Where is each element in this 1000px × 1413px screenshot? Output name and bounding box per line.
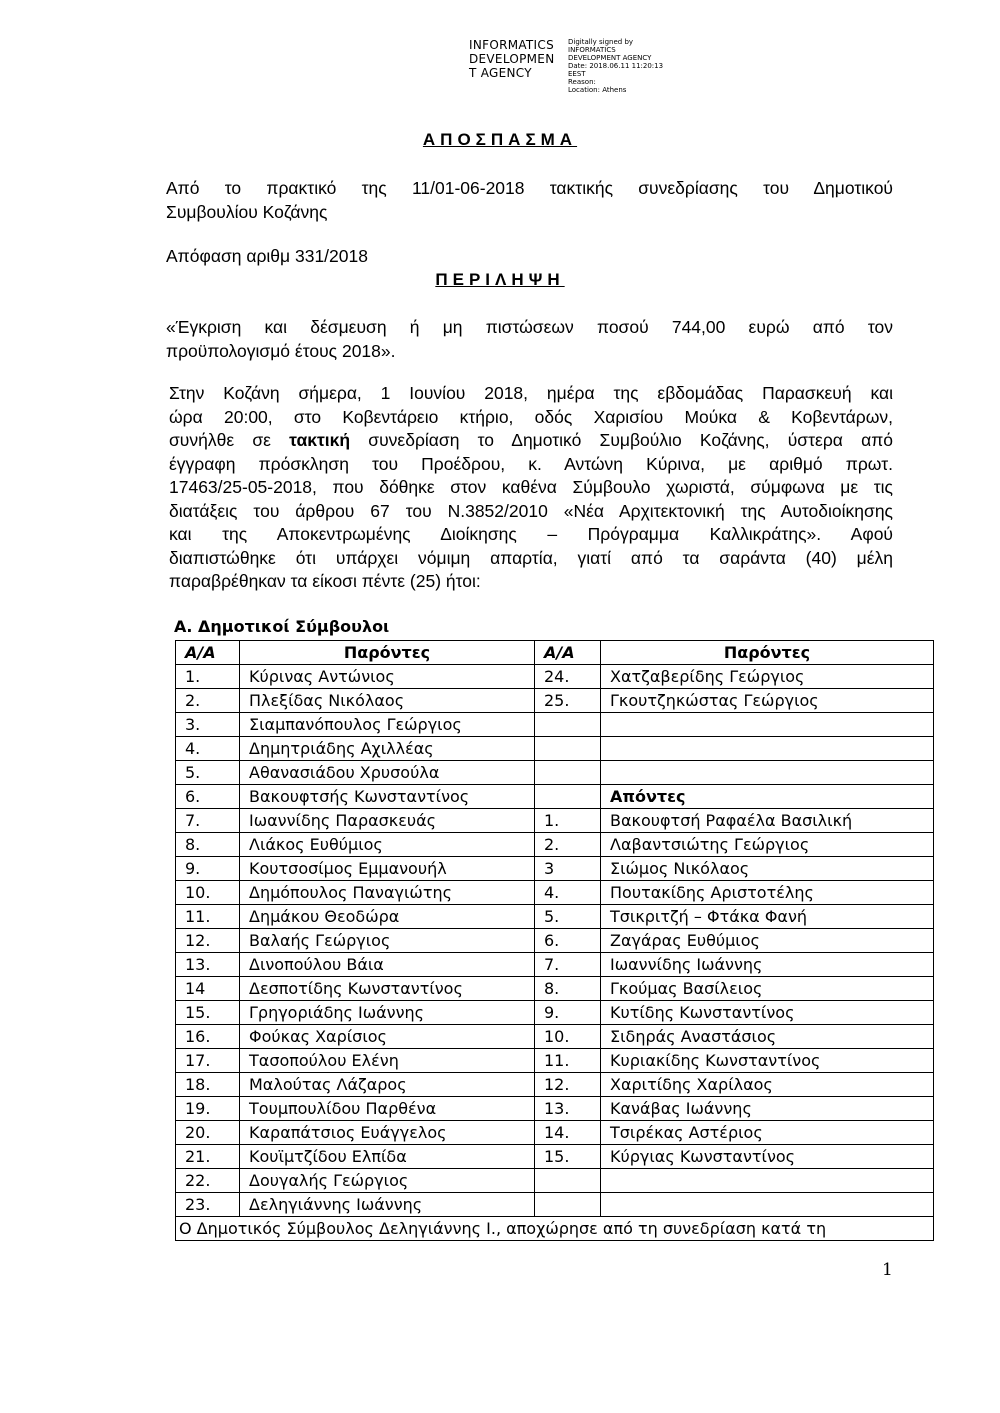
table-row — [176, 833, 934, 857]
member-name-cell: Πουτακίδης Αριστοτέλης — [601, 881, 934, 905]
row-number-cell — [535, 737, 601, 761]
member-name-cell: Ζαγάρας Ευθύμιος — [601, 929, 934, 953]
member-name-cell: Σιώμος Νικόλαος — [601, 857, 934, 881]
row-number-cell: 8. — [176, 833, 240, 857]
signer-name — [469, 38, 566, 94]
row-number-cell: 19. — [176, 1097, 240, 1121]
member-name-cell: Σιδηράς Αναστάσιος — [601, 1025, 934, 1049]
row-number-cell: 8. — [535, 977, 601, 1001]
body-line: διαπιστώθηκε ότι υπάρχει νόμιμη απαρτία, γιατί από τα σαράντα (40) μέλη — [169, 547, 893, 568]
row-number-cell: 3. — [176, 713, 240, 737]
row-number-cell: 5. — [535, 905, 601, 929]
member-name-cell: Καραπάτσιος Ευάγγελος — [240, 1121, 535, 1145]
row-number-cell: 14. — [535, 1121, 601, 1145]
table-row — [176, 1025, 934, 1049]
row-number-cell: 1. — [535, 809, 601, 833]
table-row — [176, 1193, 934, 1217]
body-text: συνήλθε σε — [169, 430, 290, 450]
member-name-cell: Τασοπούλου Ελένη — [240, 1049, 535, 1073]
member-name-cell: Κύργιας Κωνσταντίνος — [601, 1145, 934, 1169]
row-number-cell: 20. — [176, 1121, 240, 1145]
member-name-cell — [601, 737, 934, 761]
signature-details — [568, 38, 663, 94]
row-number-cell: 11. — [535, 1049, 601, 1073]
member-name-cell — [601, 1193, 934, 1217]
summary-line: προϋπολογισμό έτους 2018». — [166, 340, 396, 361]
row-number-cell — [535, 1193, 601, 1217]
member-name-cell: Μαλούτας Λάζαρος — [240, 1073, 535, 1097]
section-title: Α. Δημοτικοί Σύμβουλοι — [174, 617, 390, 636]
table-row — [176, 857, 934, 881]
intro-line: Από το πρακτικό της 11/01-06-2018 τακτικής συνεδρίασης του Δημοτικού — [166, 178, 893, 198]
header-aa: Α/Α — [176, 641, 240, 665]
table-row — [176, 1097, 934, 1121]
row-number-cell: 16. — [176, 1025, 240, 1049]
row-number-cell: 2. — [176, 689, 240, 713]
table-row — [176, 1145, 934, 1169]
row-number-cell: 15. — [176, 1001, 240, 1025]
member-name-cell: Δημητριάδης Αχιλλέας — [240, 737, 535, 761]
member-name-cell: Δινοπούλου Βάια — [240, 953, 535, 977]
member-name-cell: Σιαμπανόπουλος Γεώργιος — [240, 713, 535, 737]
body-line: έγγραφη πρόσκληση του Προέδρου, κ. Αντώνη Κύρινα, με αριθμό πρωτ. — [169, 453, 893, 474]
row-number-cell: 9. — [535, 1001, 601, 1025]
row-number-cell: 22. — [176, 1169, 240, 1193]
member-name-cell: Δημόπουλος Παναγιώτης — [240, 881, 535, 905]
member-name-cell: Γκούμας Βασίλειος — [601, 977, 934, 1001]
council-members-table — [175, 640, 934, 1241]
member-name-cell: Κυριακίδης Κωνσταντίνος — [601, 1049, 934, 1073]
intro-line: Συμβουλίου Κοζάνης — [166, 201, 328, 222]
member-name-cell: Αθανασιάδου Χρυσούλα — [240, 761, 535, 785]
signer-name-line: T AGENCY — [469, 66, 532, 80]
row-number-cell — [535, 713, 601, 737]
row-number-cell: 15. — [535, 1145, 601, 1169]
header-present: Παρόντες — [601, 641, 934, 665]
member-name-cell: Πλεξίδας Νικόλαος — [240, 689, 535, 713]
table-row — [176, 785, 934, 809]
member-name-cell — [601, 761, 934, 785]
row-number-cell: 13. — [176, 953, 240, 977]
row-number-cell — [535, 785, 601, 809]
row-number-cell: 12. — [176, 929, 240, 953]
member-name-cell: Κυτίδης Κωνσταντίνος — [601, 1001, 934, 1025]
table-header-row — [176, 641, 934, 665]
row-number-cell: 3 — [535, 857, 601, 881]
table-row — [176, 1073, 934, 1097]
signature-detail-line: INFORMATICS — [568, 46, 616, 54]
header-present: Παρόντες — [240, 641, 535, 665]
row-number-cell: 2. — [535, 833, 601, 857]
table-row — [176, 905, 934, 929]
table-row — [176, 1169, 934, 1193]
member-name-cell: Χατζαβερίδης Γεώργιος — [601, 665, 934, 689]
member-name-cell: Κανάβας Ιωάννης — [601, 1097, 934, 1121]
member-name-cell: Κουτσοσίμος Εμμανουήλ — [240, 857, 535, 881]
table-row — [176, 665, 934, 689]
member-name-cell — [601, 1169, 934, 1193]
row-number-cell: 17. — [176, 1049, 240, 1073]
table-row — [176, 1049, 934, 1073]
row-number-cell: 21. — [176, 1145, 240, 1169]
body-line: και της Αποκεντρωμένης Διοίκησης – Πρόγραμμα Καλλικράτης». Αφού — [169, 524, 893, 544]
member-name-cell: Δημάκου Θεοδώρα — [240, 905, 535, 929]
member-name-cell: Τουμπουλίδου Παρθένα — [240, 1097, 535, 1121]
row-number-cell: 7. — [535, 953, 601, 977]
row-number-cell: 10. — [535, 1025, 601, 1049]
member-name-cell: Δεληγιάννης Ιωάννης — [240, 1193, 535, 1217]
digital-signature-block — [469, 38, 663, 94]
table-note-row — [176, 1217, 934, 1241]
row-number-cell: 9. — [176, 857, 240, 881]
member-name-cell: Βακουφτσής Κωνσταντίνος — [240, 785, 535, 809]
member-name-cell: Λαβαντσιώτης Γεώργιος — [601, 833, 934, 857]
signature-detail-line: DEVELOPMENT AGENCY — [568, 54, 652, 62]
table-row — [176, 713, 934, 737]
signature-location: Location: Athens — [568, 86, 627, 94]
meeting-paragraph — [169, 382, 893, 594]
decision-text: Απόφαση αριθμ 331/2018 — [166, 246, 368, 266]
body-line: παραβρέθηκαν τα είκοσι πέντε (25) ήτοι: — [169, 571, 481, 591]
body-line — [169, 429, 893, 453]
row-number-cell: 5. — [176, 761, 240, 785]
row-number-cell: 25. — [535, 689, 601, 713]
summary-paragraph — [166, 316, 893, 363]
row-number-cell: 6. — [176, 785, 240, 809]
page-number: 1 — [882, 1260, 893, 1280]
table-row — [176, 1001, 934, 1025]
decision-number — [166, 245, 893, 269]
member-name-cell: Βαλαής Γεώργιος — [240, 929, 535, 953]
member-name-cell: Γκουτζηκώστας Γεώργιος — [601, 689, 934, 713]
intro-paragraph — [166, 177, 893, 224]
member-name-cell: Τσιρέκας Αστέριος — [601, 1121, 934, 1145]
member-name-cell — [601, 713, 934, 737]
signer-name-line: INFORMATICS — [469, 38, 554, 52]
signer-name-line: DEVELOPMEN — [469, 52, 555, 66]
member-name-cell: Κουϊμτζίδου Ελπίδα — [240, 1145, 535, 1169]
row-number-cell: 24. — [535, 665, 601, 689]
signature-date: Date: 2018.06.11 11:20:13 — [568, 62, 664, 70]
table-row — [176, 1121, 934, 1145]
table-row — [176, 737, 934, 761]
absent-heading-cell: Απόντες — [601, 785, 934, 809]
member-name-cell: Ιωαννίδης Ιωάννης — [601, 953, 934, 977]
row-number-cell: 23. — [176, 1193, 240, 1217]
row-number-cell: 14 — [176, 977, 240, 1001]
body-text: συνεδρίαση το Δημοτικό Συμβούλιο Κοζάνης, ύστερα από — [350, 430, 893, 450]
row-number-cell: 12. — [535, 1073, 601, 1097]
row-number-cell: 4. — [176, 737, 240, 761]
body-line: ώρα 20:00, στο Κοβεντάρειο κτήριο, οδός Χαρισίου Μούκα & Κοβεντάρων, — [169, 406, 893, 427]
signature-reason: Reason: — [568, 78, 596, 86]
member-name-cell: Χαριτίδης Χαρίλαος — [601, 1073, 934, 1097]
departure-note: Ο Δημοτικός Σύμβουλος Δεληγιάννης Ι., αποχώρησε από τη συνεδρίαση κατά τη — [176, 1217, 934, 1241]
signature-detail-line: Digitally signed by — [568, 38, 634, 46]
row-number-cell: 10. — [176, 881, 240, 905]
row-number-cell — [535, 1169, 601, 1193]
header-aa: Α/Α — [535, 641, 601, 665]
table-row — [176, 689, 934, 713]
summary-title: ΠΕΡΙΛΗΨΗ — [435, 270, 565, 289]
row-number-cell: 4. — [535, 881, 601, 905]
table-row — [176, 761, 934, 785]
row-number-cell: 13. — [535, 1097, 601, 1121]
row-number-cell — [535, 761, 601, 785]
row-number-cell: 7. — [176, 809, 240, 833]
table-row — [176, 929, 934, 953]
table-row — [176, 977, 934, 1001]
row-number-cell: 11. — [176, 905, 240, 929]
row-number-cell: 1. — [176, 665, 240, 689]
member-name-cell: Δεσποτίδης Κωνσταντίνος — [240, 977, 535, 1001]
signature-detail-line: EEST — [568, 70, 586, 78]
member-name-cell: Γρηγοριάδης Ιωάννης — [240, 1001, 535, 1025]
summary-line: «Έγκριση και δέσμευση ή μη πιστώσεων ποσού 744,00 ευρώ από τον — [166, 317, 893, 337]
member-name-cell: Βακουφτσή Ραφαέλα Βασιλική — [601, 809, 934, 833]
table-row — [176, 881, 934, 905]
document-title: ΑΠΟΣΠΑΣΜΑ — [422, 130, 578, 149]
meeting-type-bold: τακτική — [289, 430, 351, 450]
member-name-cell: Φούκας Χαρίσιος — [240, 1025, 535, 1049]
row-number-cell: 6. — [535, 929, 601, 953]
member-name-cell: Λιάκος Ευθύμιος — [240, 833, 535, 857]
body-line: 17463/25-05-2018, που δόθηκε στον καθένα Σύμβουλο χωριστά, σύμφωνα με τις — [169, 477, 893, 497]
body-line: διατάξεις του άρθρου 67 του Ν.3852/2010 «Νέα Αρχιτεκτονική της Αυτοδιοίκησης — [169, 500, 893, 521]
member-name-cell: Ιωαννίδης Παρασκευάς — [240, 809, 535, 833]
member-name-cell: Τσικριτζή – Φτάκα Φανή — [601, 905, 934, 929]
table-row — [176, 809, 934, 833]
member-name-cell: Δουγαλής Γεώργιος — [240, 1169, 535, 1193]
member-name-cell: Κύρινας Αντώνιος — [240, 665, 535, 689]
body-line: Στην Κοζάνη σήμερα, 1 Ιουνίου 2018, ημέρα της εβδομάδας Παρασκευή και — [169, 383, 893, 403]
table-row — [176, 953, 934, 977]
row-number-cell: 18. — [176, 1073, 240, 1097]
